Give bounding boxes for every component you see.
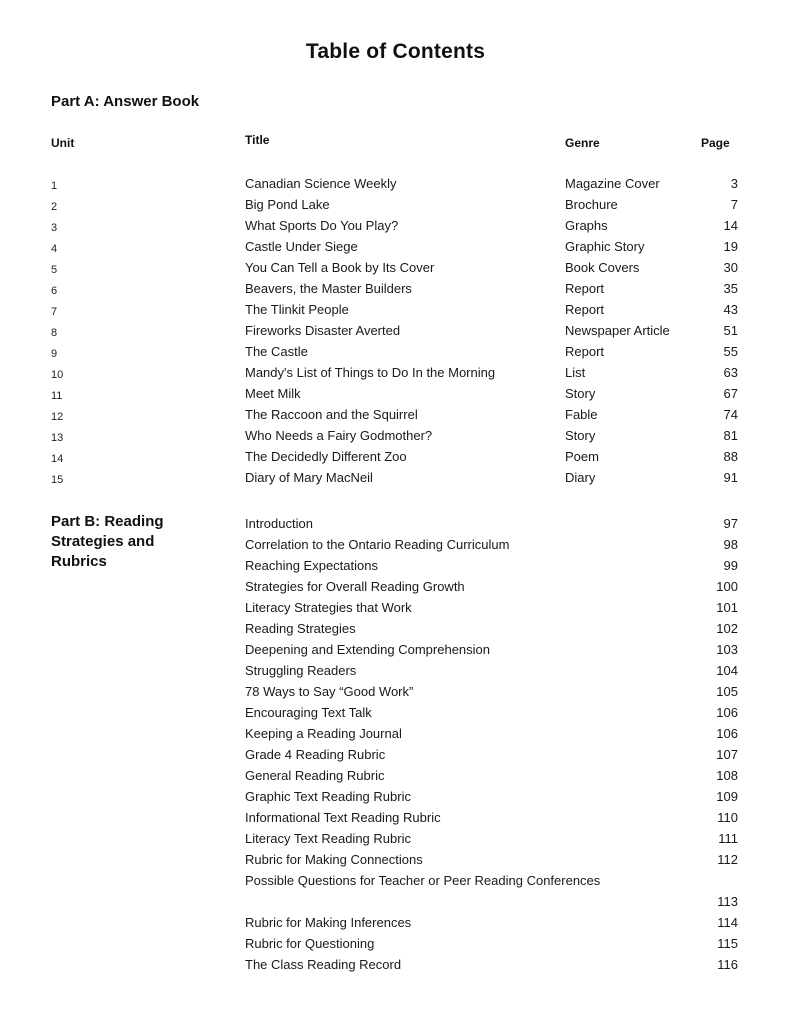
entry-page-number: 104 [716,663,738,678]
table-row [51,323,741,344]
cell-genre: Report [565,302,605,317]
list-item [51,828,741,849]
entry-page-number: 105 [716,684,738,699]
cell-genre: List [565,365,586,380]
entry-title: Strategies for Overall Reading Growth [245,579,465,594]
table-row [51,449,741,470]
entry-page-number: 116 [717,957,738,972]
list-item [51,912,741,933]
table-row [51,176,741,197]
entry-title: Reading Strategies [245,621,356,636]
cell-unit: 12 [51,411,64,423]
cell-unit: 11 [51,390,63,402]
table-row [51,197,741,218]
table-row [51,218,741,239]
entry-page-number: 100 [716,579,738,594]
cell-title: The Tlinkit People [245,302,349,317]
cell-title: Big Pond Lake [245,197,330,212]
entry-page-number: 97 [723,516,738,531]
cell-page-number: 74 [723,407,738,422]
cell-title: Fireworks Disaster Averted [245,323,401,338]
entry-title: 78 Ways to Say “Good Work” [245,684,414,699]
entry-title: Grade 4 Reading Rubric [245,747,386,762]
entry-title: Struggling Readers [245,663,357,678]
entry-title: Rubric for Making Connections [245,852,423,867]
entry-page-number: 113 [717,894,738,909]
table-row [51,239,741,260]
entry-title: The Class Reading Record [245,957,402,972]
entry-page-number: 102 [716,621,738,636]
list-item [51,786,741,807]
entry-page-number: 109 [716,789,738,804]
cell-unit: 14 [51,453,64,465]
entry-page-number: 106 [716,705,738,720]
cell-title: Mandy's List of Things to Do In the Morning [245,365,496,380]
column-header-page: Page [701,136,730,150]
entry-title: Introduction [245,516,313,531]
cell-genre: Magazine Cover [565,176,660,191]
list-item [51,618,741,639]
entry-title: General Reading Rubric [245,768,385,783]
cell-page-number: 67 [723,386,738,401]
entry-title: Correlation to the Ontario Reading Curriculum [245,537,510,552]
list-item [51,933,741,954]
part-a-heading: Part A: Answer Book [51,93,200,110]
cell-unit: 6 [51,285,58,297]
cell-unit: 4 [51,243,58,255]
cell-title: What Sports Do You Play? [245,218,399,233]
cell-unit: 7 [51,306,58,318]
entry-page-number: 99 [723,558,738,573]
entry-title: Encouraging Text Talk [245,705,372,720]
cell-genre: Newspaper Article [565,323,670,338]
cell-unit: 3 [51,222,58,234]
entry-page-number: 107 [716,747,738,762]
entry-title: Reaching Expectations [245,558,378,573]
cell-title: The Decidedly Different Zoo [245,449,407,464]
entry-page-number: 110 [717,810,738,825]
cell-page-number: 19 [723,239,738,254]
cell-page-number: 51 [723,323,738,338]
list-item [51,513,741,534]
entry-title: Deepening and Extending Comprehension [245,642,491,657]
entry-page-number: 111 [718,831,738,846]
cell-page-number: 3 [730,176,738,191]
list-item [51,576,741,597]
cell-unit: 10 [51,369,64,381]
cell-page-number: 55 [723,344,738,359]
table-row [51,260,741,281]
cell-title: Castle Under Siege [245,239,358,254]
column-header-unit: Unit [51,136,75,150]
entry-title: Keeping a Reading Journal [245,726,402,741]
cell-page-number: 81 [723,428,738,443]
entry-title: Possible Questions for Teacher or Peer Reading Conferences [245,873,601,888]
list-item [51,534,741,555]
list-item [51,660,741,681]
table-row [51,365,741,386]
list-item [51,744,741,765]
list-item [51,807,741,828]
cell-unit: 9 [51,348,58,360]
cell-page-number: 7 [730,197,738,212]
cell-genre: Brochure [565,197,618,212]
cell-genre: Diary [565,470,596,485]
list-item [51,555,741,576]
list-item [51,597,741,618]
cell-genre: Book Covers [565,260,640,275]
entry-title: Rubric for Questioning [245,936,375,951]
entry-page-number: 101 [716,600,738,615]
cell-title: You Can Tell a Book by Its Cover [245,260,435,275]
cell-title: Beavers, the Master Builders [245,281,412,296]
entry-page-number: 98 [723,537,738,552]
table-row [51,386,741,407]
table-row [51,470,741,491]
cell-title: The Raccoon and the Squirrel [245,407,418,422]
table-row [51,344,741,365]
entry-page-number: 112 [717,852,738,867]
cell-genre: Fable [565,407,598,422]
column-header-genre: Genre [565,136,600,150]
list-item [51,639,741,660]
cell-genre: Poem [565,449,599,464]
cell-page-number: 14 [723,218,738,233]
cell-genre: Graphic Story [565,239,645,254]
cell-page-number: 35 [723,281,738,296]
list-item [51,870,741,912]
table-row [51,428,741,449]
cell-genre: Report [565,344,605,359]
entry-page-number: 114 [717,915,738,930]
entry-title: Literacy Text Reading Rubric [245,831,411,846]
table-row [51,407,741,428]
cell-genre: Story [565,428,596,443]
list-item [51,681,741,702]
cell-genre: Story [565,386,596,401]
cell-title: Meet Milk [245,386,301,401]
entry-page-number: 103 [716,642,738,657]
table-row [51,302,741,323]
cell-page-number: 43 [723,302,738,317]
list-item [51,954,741,975]
cell-page-number: 88 [723,449,738,464]
entry-page-number: 106 [716,726,738,741]
cell-unit: 5 [51,264,58,276]
cell-genre: Graphs [565,218,608,233]
list-item [51,765,741,786]
part-b-entry-list [51,513,741,975]
entry-title: Rubric for Making Inferences [245,915,412,930]
column-header-title: Title [245,133,270,147]
cell-genre: Report [565,281,605,296]
part-b-heading: Part B: Reading Strategies and Rubrics [51,513,164,570]
cell-title: Who Needs a Fairy Godmother? [245,428,433,443]
part-a-entry-list [51,176,741,491]
entry-title: Graphic Text Reading Rubric [245,789,411,804]
cell-unit: 1 [51,180,58,192]
cell-title: The Castle [245,344,308,359]
entry-page-number: 115 [717,936,738,951]
cell-page-number: 63 [723,365,738,380]
cell-title: Diary of Mary MacNeil [245,470,373,485]
list-item [51,723,741,744]
cell-page-number: 30 [723,260,738,275]
cell-unit: 13 [51,432,64,444]
entry-page-number: 108 [716,768,738,783]
list-item [51,849,741,870]
cell-title: Canadian Science Weekly [245,176,397,191]
list-item [51,702,741,723]
cell-unit: 2 [51,201,58,213]
table-row [51,281,741,302]
cell-unit: 8 [51,327,58,339]
part-a-column-headers [51,133,741,152]
cell-unit: 15 [51,474,64,486]
entry-title: Informational Text Reading Rubric [245,810,441,825]
cell-page-number: 91 [723,470,738,485]
entry-title: Literacy Strategies that Work [245,600,412,615]
page-title: Table of Contents [305,40,486,63]
